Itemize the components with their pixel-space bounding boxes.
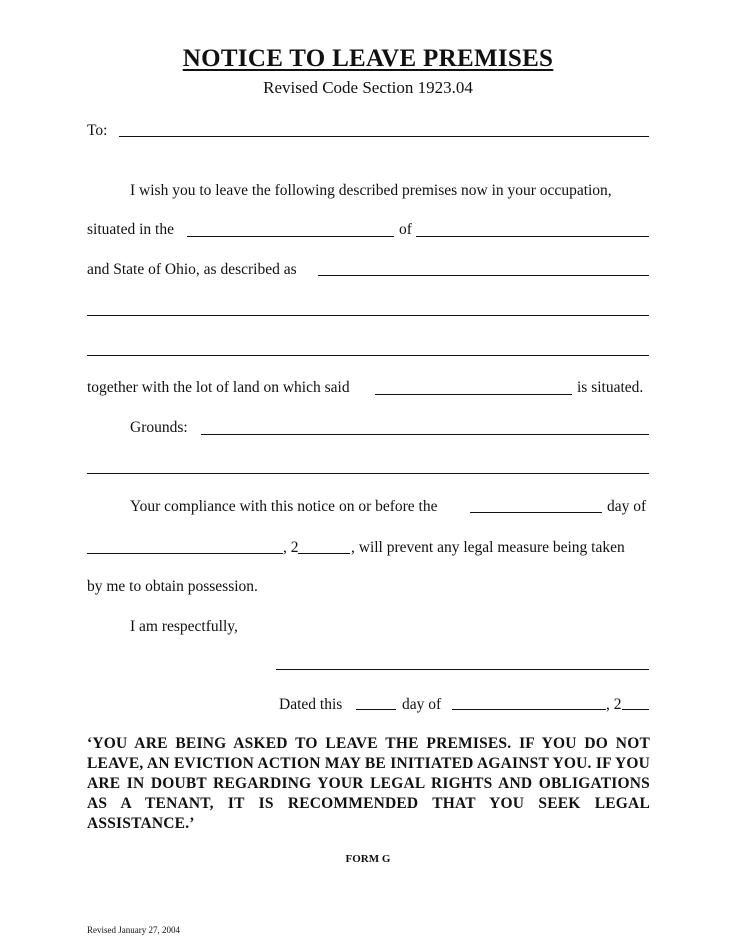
compliance-day-field[interactable] — [470, 512, 602, 513]
situated-label: situated in the — [87, 221, 174, 238]
grounds-line-2[interactable] — [87, 473, 649, 474]
day-of-label: day of — [607, 498, 647, 515]
intro-text: I wish you to leave the following described premises now in your occupation, — [130, 182, 612, 199]
dated-year-field[interactable] — [622, 709, 649, 710]
dated-label: Dated this — [279, 696, 343, 713]
is-situated-label: is situated. — [577, 379, 644, 396]
signature-line[interactable] — [276, 669, 649, 670]
compliance-text: Your compliance with this notice on or before the — [130, 498, 438, 515]
dated-day-of-label: day of — [402, 696, 442, 713]
page-title — [0, 44, 736, 74]
description-line-3[interactable] — [87, 355, 649, 356]
dated-day-field[interactable] — [356, 709, 396, 710]
state-label: and State of Ohio, as described as — [87, 261, 297, 278]
to-field[interactable] — [119, 136, 649, 137]
possession-text: by me to obtain possession. — [87, 578, 258, 595]
grounds-field[interactable] — [201, 434, 649, 435]
description-line-2[interactable] — [87, 315, 649, 316]
to-label: To: — [87, 122, 108, 139]
respectfully-text: I am respectfully, — [130, 618, 238, 635]
will-prevent-text: , will prevent any legal measure being taken — [351, 539, 625, 556]
eviction-warning: ‘YOU ARE BEING ASKED TO LEAVE THE PREMISES. IF YOU DO NOT LEAVE, AN EVICTION ACTION MAY BE INITIATED AGAINST YOU. IF YOU ARE IN DOUBT REGARDING YOUR LEGAL RIGHTS AND OBLIGATIONS AS A TENANT, IT IS RECOMMENDED THAT YOU SEEK LEGAL ASSISTANCE.’ — [87, 735, 650, 832]
premises-type-field[interactable] — [375, 394, 572, 395]
page-title-text: NOTICE TO LEAVE PREMISES — [182, 45, 554, 72]
together-label: together with the lot of land on which said — [87, 379, 350, 396]
compliance-year-field[interactable] — [298, 553, 350, 554]
revision-date: Revised January 27, 2004 — [87, 925, 180, 935]
county-field[interactable] — [416, 236, 649, 237]
form-label: FORM G — [345, 853, 391, 865]
description-field[interactable] — [318, 275, 649, 276]
grounds-label: Grounds: — [130, 419, 188, 436]
of-label: of — [399, 221, 412, 238]
dated-month-field[interactable] — [452, 709, 606, 710]
page-subtitle: Revised Code Section 1923.04 — [263, 78, 473, 97]
situated-field[interactable] — [187, 236, 394, 237]
compliance-month-field[interactable] — [87, 553, 283, 554]
year-prefix: , 2 — [283, 539, 299, 556]
dated-year-prefix: , 2 — [606, 696, 622, 713]
